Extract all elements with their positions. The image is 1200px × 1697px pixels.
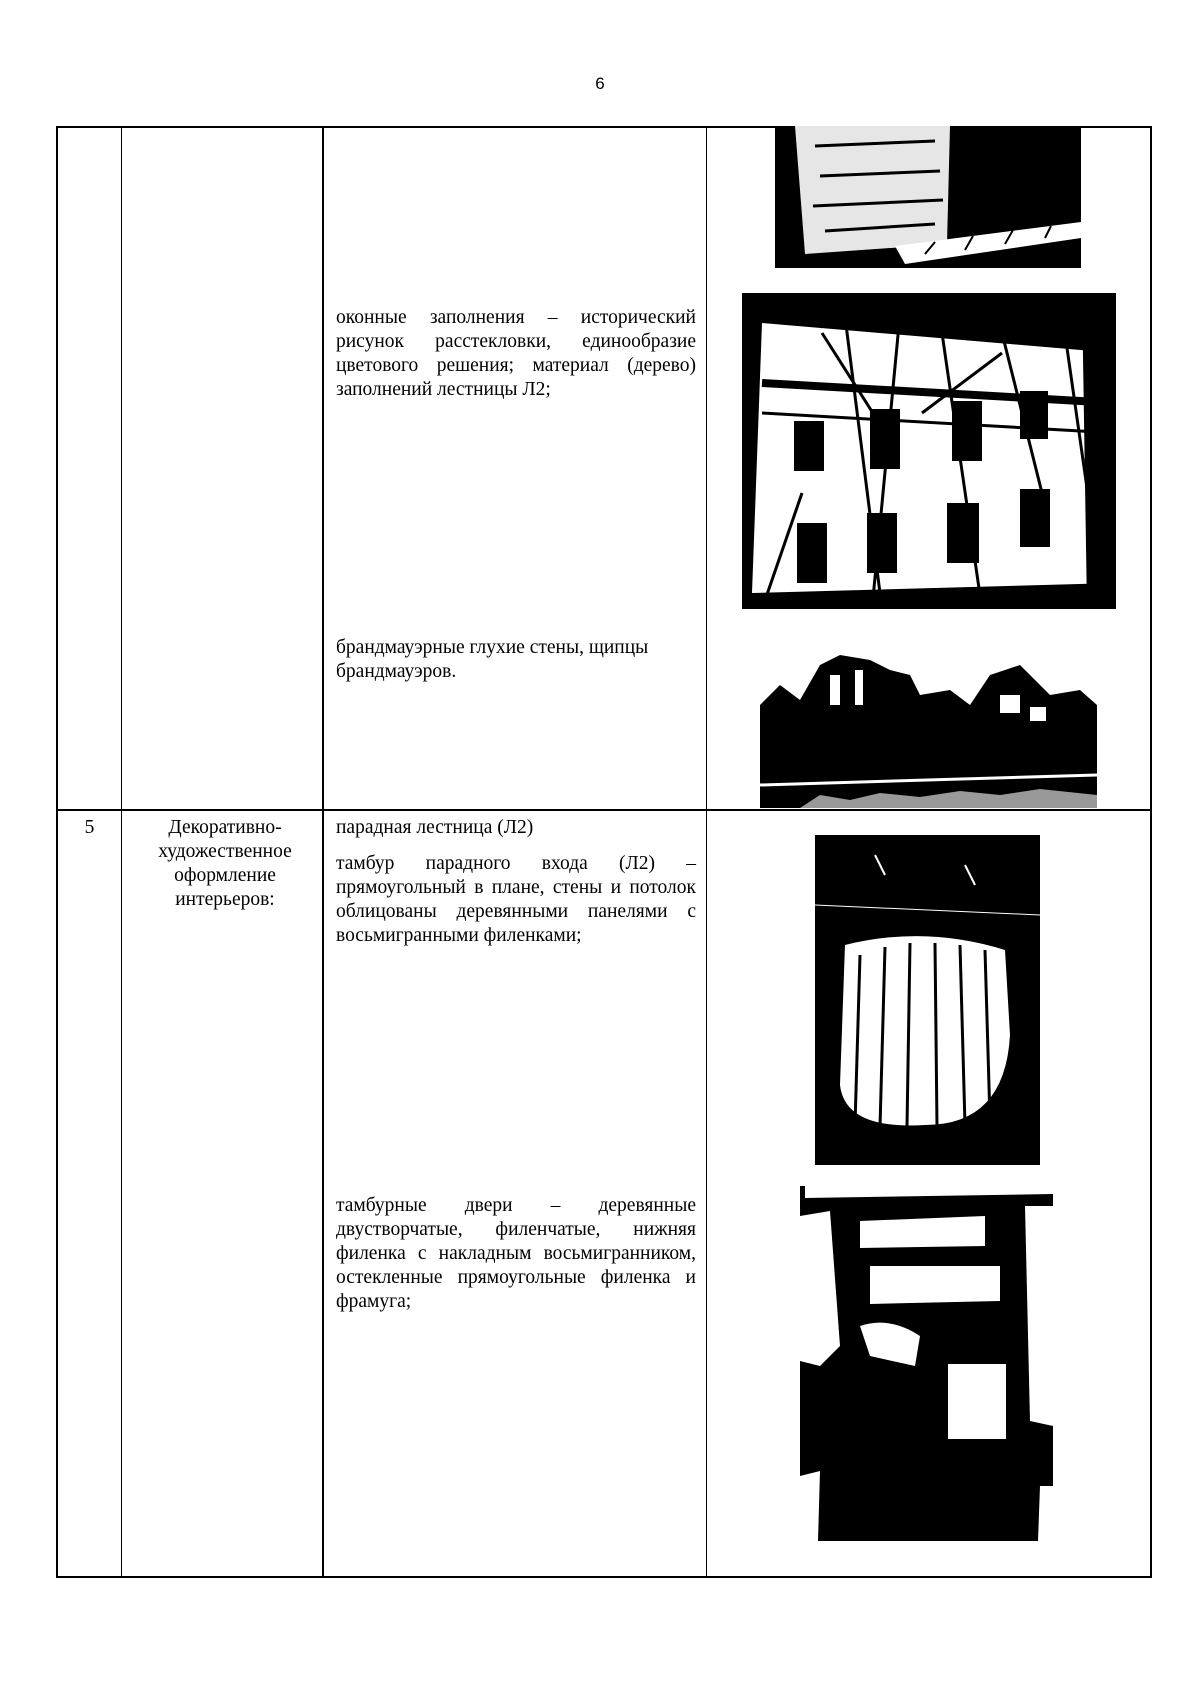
table-row-2-item-3: тамбурные двери – деревянные двустворчатые, филенчатые, нижняя филенка с накладным восьмигранником, остекленные прямоугольные филенка и фрамуга; — [336, 1195, 696, 1312]
column-divider — [322, 126, 324, 1578]
table-row-1-item-2: брандмауэрные глухие стены, щипцы брандмауэров. — [336, 637, 649, 682]
table-border-right — [1150, 126, 1152, 1578]
table-border-left — [56, 126, 58, 1578]
column-divider — [121, 126, 122, 1578]
page-number: 6 — [595, 74, 605, 93]
table-row-2-number: 5 — [84, 817, 95, 838]
table-row-2-item-2: тамбур парадного входа (Л2) – прямоугольный в плане, стены и потолок облицованы деревянными панелями с восьмигранными филенками; — [336, 853, 696, 946]
table-row-2-item-1: парадная лестница (Л2) — [336, 817, 534, 838]
table-border-bottom — [56, 1576, 1152, 1578]
photo-windows-facade — [742, 293, 1116, 609]
row-divider — [56, 809, 1152, 811]
photo-vestibule — [815, 835, 1040, 1165]
table-row-2-category: Декоративно-художественное оформление интерьеров: — [158, 817, 292, 910]
column-divider — [706, 126, 707, 1578]
photo-vestibule-doors — [800, 1186, 1053, 1541]
photo-facade-wall — [775, 126, 1081, 268]
table-row-2-items — [336, 816, 696, 948]
photo-firewall-gables — [760, 645, 1097, 808]
table-row-1-item-1: оконные заполнения – исторический рисунок расстекловки, единообразие цветового решения; материал (дерево) заполнений лестницы Л2; — [336, 307, 696, 400]
